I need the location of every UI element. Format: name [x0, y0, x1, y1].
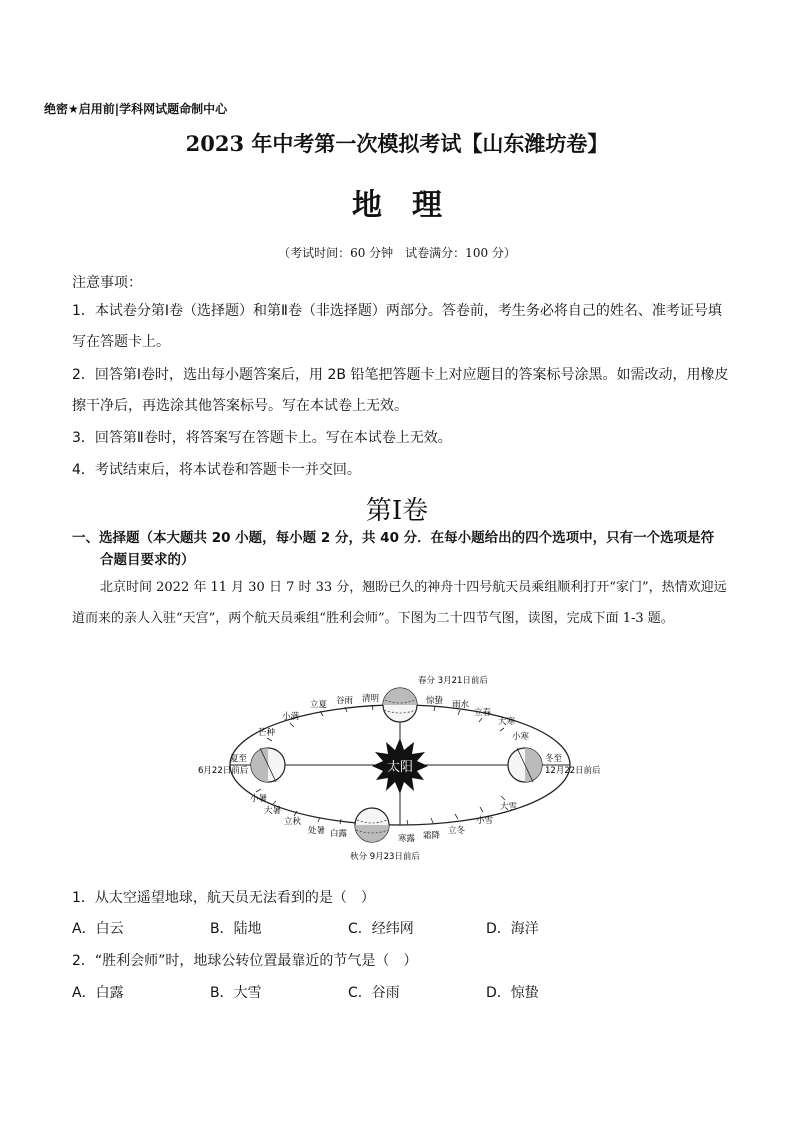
confidential-tag: 绝密★启用前|学科网试题命制中心 [44, 102, 228, 116]
option-a[interactable]: A．白云 [72, 921, 124, 937]
label-winter-solstice: 冬至 [545, 754, 563, 764]
exam-info: （考试时间：60 分钟 试卷满分：100 分） [278, 246, 516, 260]
term-lidong: 立冬 [448, 826, 466, 836]
term-qingming: 清明 [362, 694, 380, 704]
term-mangzhong: 芒种 [258, 728, 276, 738]
notice-item: 3．回答第Ⅱ卷时，将答案写在答题卡上。写在本试卷上无效。 [72, 430, 452, 446]
notice-item: 1．本试卷分第Ⅰ卷（选择题）和第Ⅱ卷（非选择题）两部分。答卷前，考生务必将自己的姓名、准考证号填写在答题卡上。 [72, 303, 722, 350]
section-heading-line: 合题目要求的） [100, 552, 195, 568]
term-yushui: 雨水 [452, 700, 470, 710]
notice-heading: 注意事项： [72, 275, 142, 291]
question-stem: 2．“胜利会师”时，地球公转位置最靠近的节气是（ ） [72, 953, 418, 969]
term-guyu: 谷雨 [336, 696, 354, 706]
earth-autumn [355, 808, 389, 842]
label-summer-date: 6月22日前后 [198, 766, 249, 776]
option-c[interactable]: C．经纬网 [348, 921, 414, 937]
exam-title: 2023 年中考第一次模拟考试【山东潍坊卷】 [185, 131, 609, 156]
question-options [72, 982, 632, 1002]
reading-passage: 北京时间 2022 年 11 月 30 日 7 时 33 分，翘盼已久的神舟十四号航天员乘组顺利打开“家门”，热情欢迎远道而来的亲人入驻“天宫”，两个航天员乘组“胜利会师”。下图为二十四节气图，读图，完成下面 1-3 题。 [72, 580, 727, 626]
notice-item: 2．回答第Ⅰ卷时，选出每小题答案后，用 2B 铅笔把答题卡上对应题目的答案标号涂黑。如需改动，用橡皮擦干净后，再选涂其他答案标号。写在本试卷上无效。 [72, 367, 729, 414]
question-stem: 1．从太空遥望地球，航天员无法看到的是（ ） [72, 890, 375, 906]
term-jingzhe: 惊蛰 [426, 696, 444, 706]
term-xiaohan: 小寒 [512, 732, 530, 742]
option-d[interactable]: D．海洋 [486, 921, 539, 937]
term-shuangjiang: 霜降 [423, 831, 441, 841]
option-b[interactable]: B．大雪 [210, 985, 262, 1001]
option-b[interactable]: B．陆地 [210, 921, 262, 937]
term-lichun: 立春 [474, 708, 492, 718]
label-spring-equinox: 春分 3月21日前后 [418, 676, 488, 686]
volume-title: 第Ⅰ卷 [365, 496, 429, 526]
earth-spring [383, 688, 417, 722]
label-summer-solstice: 夏至 [230, 754, 248, 764]
earth-summer [251, 748, 285, 782]
label-autumn-equinox: 秋分 9月23日前后 [350, 852, 420, 862]
section-heading-line: 一、选择题（本大题共 20 小题，每小题 2 分，共 40 分．在每小题给出的四个选项中，只有一个选项是符 [72, 530, 715, 546]
term-liqiu: 立秋 [284, 817, 302, 827]
option-a[interactable]: A．白露 [72, 985, 124, 1001]
term-xiaoman: 小满 [282, 712, 300, 722]
notice-item: 4．考试结束后，将本试卷和答题卡一并交回。 [72, 462, 361, 478]
section-heading [72, 527, 732, 571]
term-xiaoxue: 小雪 [476, 816, 494, 826]
sun-label: 太阳 [386, 760, 414, 775]
term-daxue: 大雪 [500, 802, 518, 812]
option-d[interactable]: D．惊蛰 [486, 985, 539, 1001]
earth-winter [508, 748, 542, 782]
term-dashu: 大暑 [264, 806, 282, 816]
solar-terms-diagram [190, 670, 610, 870]
term-xiaoshu: 小暑 [250, 794, 268, 804]
subject-title: 地理 [352, 188, 472, 223]
label-winter-date: 12月22日前后 [545, 766, 601, 776]
term-bailu: 白露 [330, 829, 348, 839]
option-c[interactable]: C．谷雨 [348, 985, 400, 1001]
term-chushu: 处暑 [308, 826, 326, 836]
term-lixia: 立夏 [310, 700, 328, 710]
question-options [72, 918, 632, 938]
term-hanlu: 寒露 [398, 834, 416, 844]
term-dahan: 大寒 [498, 717, 516, 727]
